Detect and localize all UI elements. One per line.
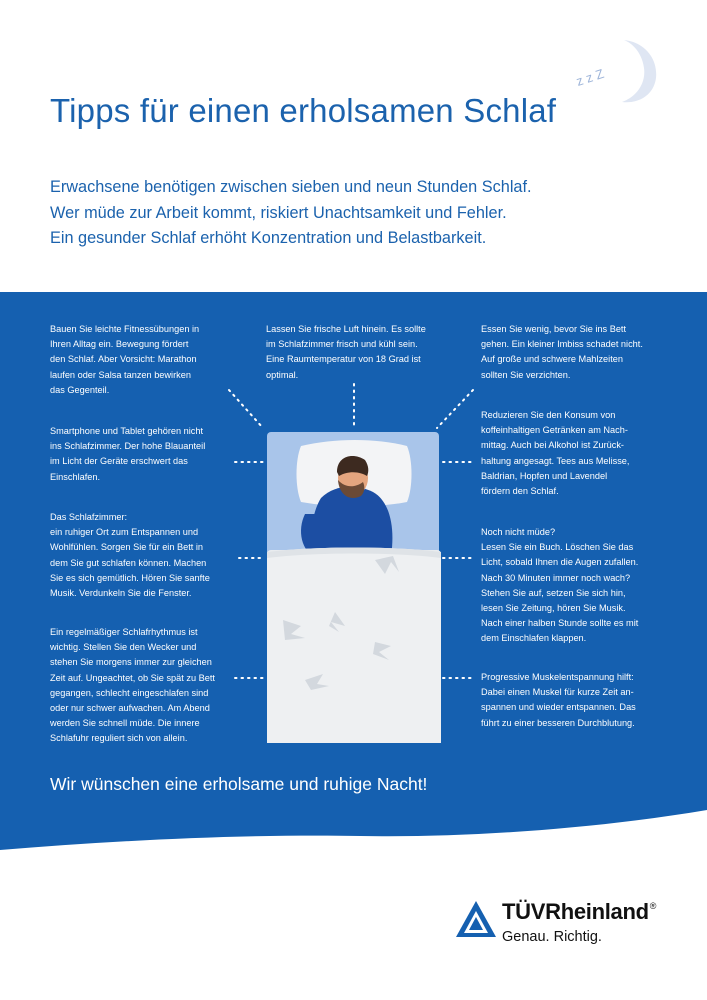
tip-line: im Schlafzimmer frisch und kühl sein. [266, 339, 418, 350]
tip-line: gehen. Ein kleiner Imbiss schadet nicht. [481, 339, 643, 350]
tip-line: Musik. Verdunkeln Sie die Fenster. [50, 588, 192, 599]
tip-line: den Schlaf. Aber Vorsicht: Marathon [50, 354, 197, 365]
tip-line: wichtig. Stellen Sie den Wecker und [50, 642, 197, 653]
tip-line: oder nur schwer aufwachen. Am Abend [50, 703, 210, 714]
tip-line: gegangen, schlecht eingeschlafen sind [50, 687, 209, 698]
tip-line: Essen Sie wenig, bevor Sie ins Bett [481, 324, 627, 334]
wave-divider [0, 800, 707, 880]
tip-line: Nach 30 Minuten immer noch wach? [481, 572, 631, 583]
tip-bedroom [50, 510, 210, 601]
tip-line: Lesen Sie ein Buch. Löschen Sie das [481, 542, 634, 553]
tip-line: Ein regelmäßiger Schlafrhythmus ist [50, 627, 198, 637]
tip-line: ein ruhiger Ort zum Entspannen und [50, 527, 199, 538]
tip-line: Nach einer halben Stunde sollte es mit [481, 618, 639, 629]
tip-line: Smartphone und Tablet gehören nicht [50, 426, 204, 436]
tip-line: Schlafuhr reguliert sich von allein. [50, 733, 188, 744]
tip-line: Reduzieren Sie den Konsum von [481, 410, 616, 420]
tip-line: Ihren Alltag ein. Bewegung fördert [50, 339, 189, 350]
closing-message: Wir wünschen eine erholsame und ruhige Nacht! [50, 774, 428, 794]
tip-not-tired [481, 525, 638, 647]
tip-eat-little [481, 322, 643, 383]
tip-line: das Gegenteil. [50, 384, 110, 395]
logo-slogan: Genau. Richtig. [502, 929, 602, 945]
triangle-logo-icon [454, 899, 498, 939]
tip-line: sollten Sie verzichten. [481, 369, 571, 380]
tip-line: Wohlfühlen. Sorgen Sie für ein Bett in [50, 542, 204, 553]
tip-caffeine [481, 408, 629, 499]
tip-line: laufen oder Salsa tanzen bewirken [50, 369, 191, 380]
intro-line: Ein gesunder Schlaf erhöht Konzentration und Belastbarkeit. [50, 229, 487, 247]
logo-brand [502, 899, 656, 925]
tip-relaxation [481, 670, 636, 731]
tip-line: Sie es sich gemütlich. Hören Sie sanfte [50, 572, 210, 583]
page-title: Tipps für einen erholsamen Schlaf [50, 92, 557, 129]
tip-line: lesen Sie Zeitung, hören Sie Musik. [481, 603, 626, 614]
tip-line: Auf große und schwere Mahlzeiten [481, 354, 623, 365]
tip-fresh-air [266, 322, 426, 383]
tip-line: dem Sie gut schlafen können. Machen [50, 557, 207, 568]
tip-line: Dabei einen Muskel für kurze Zeit an- [481, 687, 634, 698]
tip-line: Eine Raumtemperatur von 18 Grad ist [266, 354, 421, 365]
intro-text [50, 175, 670, 252]
tip-line: spannen und wieder entspannen. Das [481, 702, 636, 713]
tip-line: ins Schlafzimmer. Der hohe Blauanteil [50, 441, 206, 452]
tuv-rheinland-logo [452, 897, 672, 957]
registered-mark: ® [649, 901, 657, 911]
tip-rhythm [50, 625, 215, 747]
tip-line: Licht, sobald Ihnen die Augen zufallen. [481, 557, 639, 568]
tip-line: Lassen Sie frische Luft hinein. Es sollte [266, 324, 426, 334]
tip-line: mittag. Auch bei Alkohol ist Zurück- [481, 440, 624, 451]
tip-line: optimal. [266, 369, 299, 380]
intro-line: Erwachsene benötigen zwischen sieben und neun Stunden Schlaf. [50, 178, 532, 196]
tip-line: Bauen Sie leichte Fitnessübungen in [50, 324, 200, 334]
tip-line: dem Einschlafen klappen. [481, 633, 587, 644]
sleeping-man-illustration [225, 380, 485, 750]
tip-line: Progressive Muskelentspannung hilft: [481, 672, 634, 682]
tip-line: führt zu einer besseren Durchblutung. [481, 717, 635, 728]
tip-line: werden Sie schnell müde. Die innere [50, 718, 200, 729]
logo-brand-text: TÜVRheinland [502, 899, 649, 924]
intro-line: Wer müde zur Arbeit kommt, riskiert Unachtsamkeit und Fehler. [50, 203, 507, 222]
tip-fitness [50, 322, 199, 398]
tip-line: Noch nicht müde? [481, 527, 556, 537]
tip-line: Das Schlafzimmer: [50, 512, 128, 522]
tip-line: Stehen Sie auf, setzen Sie sich hin, [481, 587, 626, 598]
tip-line: im Licht der Geräte erschwert das [50, 456, 188, 467]
tip-line: Baldrian, Hopfen und Lavendel [481, 470, 608, 481]
tip-line: stehen Sie morgens immer zur gleichen [50, 657, 212, 668]
tip-line: Einschlafen. [50, 471, 101, 482]
tip-line: Zeit auf. Ungeachtet, ob Sie spät zu Bett [50, 672, 215, 683]
tip-line: fördern den Schlaf. [481, 486, 559, 497]
tip-line: koffeinhaltigen Getränken am Nach- [481, 425, 628, 436]
tip-devices [50, 424, 205, 485]
moon-icon [560, 32, 670, 112]
tip-line: haltung angesagt. Tees aus Melisse, [481, 455, 630, 466]
zzz-text: z z Z [574, 65, 606, 89]
